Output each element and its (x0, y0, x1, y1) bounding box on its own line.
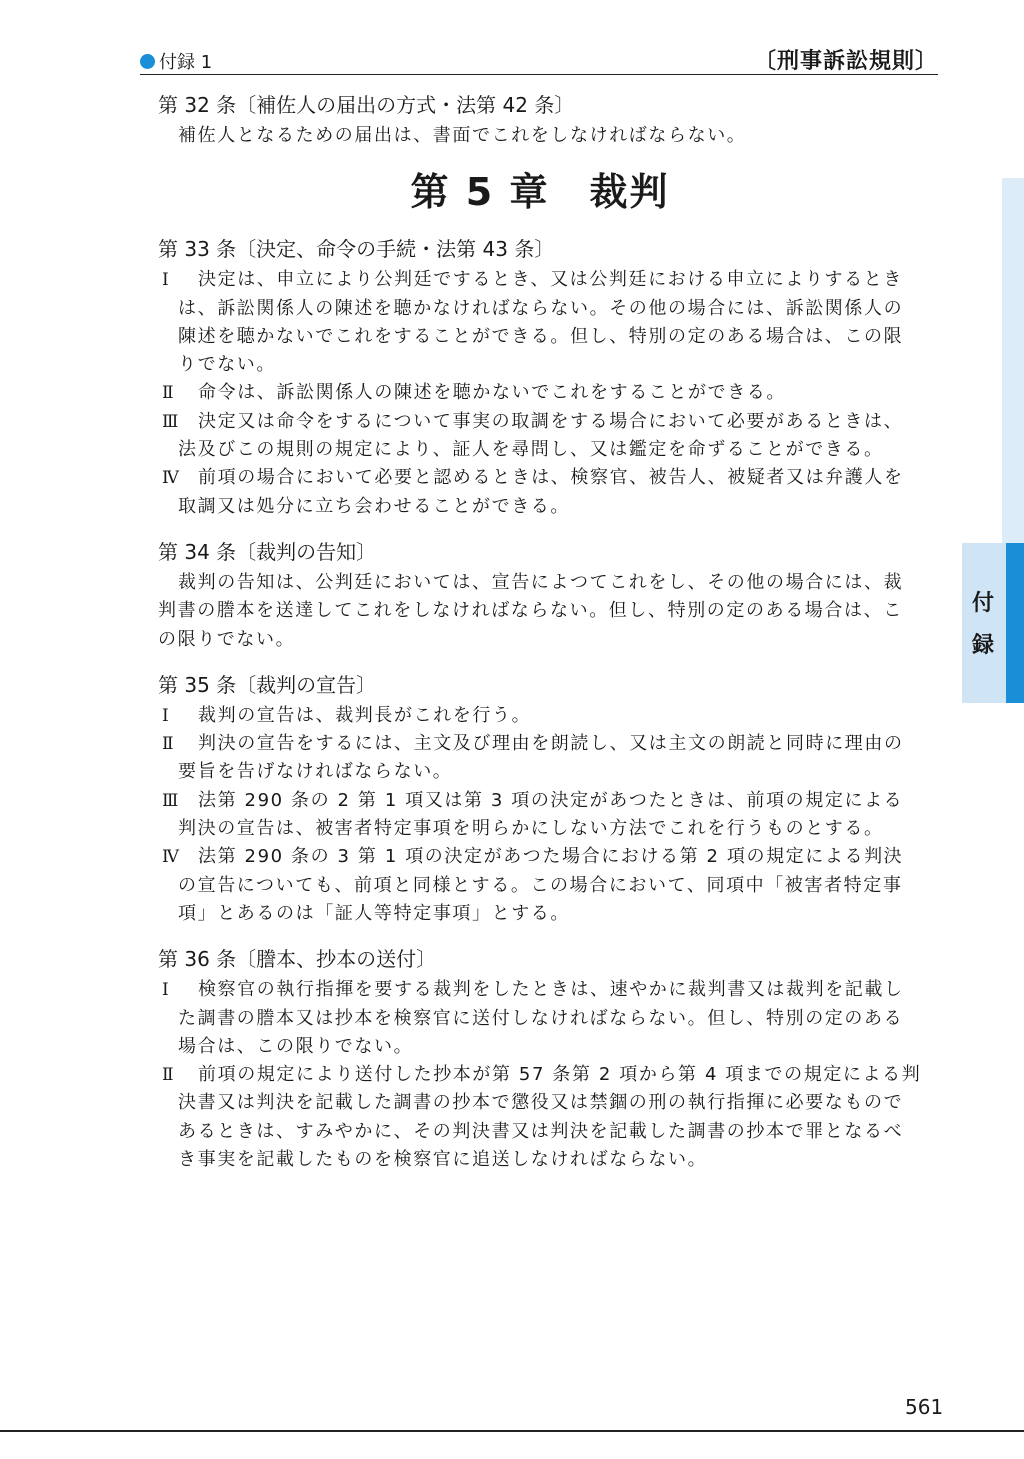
paragraph-number: Ⅳ (162, 468, 181, 489)
paragraph-number: Ⅲ (162, 411, 180, 432)
appendix-label (140, 48, 212, 74)
paragraph-text: 裁判の宣告は、裁判長がこれを行う。 (198, 704, 532, 726)
paragraph-item (158, 1061, 922, 1174)
paragraph-item (158, 787, 922, 844)
paragraph-text: 法第 290 条の 2 第 1 項又は第 3 項の決定があつたときは、前項の規定による判決の宣告は、被害者特定事項を明らかにしない方法でこれを行うものとする。 (178, 789, 904, 840)
paragraph-number: Ⅰ (162, 270, 171, 291)
article-34 (158, 537, 922, 654)
paragraph-item (158, 379, 922, 407)
paragraph-text: 前項の場合において必要と認めるときは、検察官、被告人、被疑者又は弁護人を取調又は処分に立ち会わせることができる。 (178, 467, 904, 517)
paragraph-text: 判決の宣告をするには、主文及び理由を朗読し、又は主文の朗読と同時に理由の要旨を告げなければならない。 (178, 733, 904, 783)
paragraph-number: Ⅱ (162, 383, 176, 404)
paragraph-list (158, 702, 922, 928)
paragraph-list (158, 976, 922, 1174)
appendix-side-tab (962, 543, 1024, 703)
paragraph-text: 法第 290 条の 3 第 1 項の決定があつた場合における第 2 項の規定による判決の宣告についても、前項と同様とする。この場合において、同項中「被害者特定事項」とあるのは「証人等特定事項」とする。 (178, 846, 904, 924)
bottom-rule (0, 1430, 1024, 1432)
article-33 (158, 234, 922, 521)
chapter-title: 第 5 章 裁判 (410, 170, 670, 215)
bullet-dot-icon (140, 54, 155, 69)
article-text: 裁判の告知は、公判廷においては、宣告によつてこれをし、その他の場合には、裁判書の謄本を送達してこれをしなければならない。但し、特別の定のある場合は、この限りでない。 (158, 571, 904, 650)
page-content (158, 90, 922, 1174)
paragraph-number: Ⅰ (162, 705, 171, 726)
article-32 (158, 90, 922, 150)
paragraph-text: 決定は、申立により公判廷でするとき、又は公判廷における申立によりするときは、訴訟関係人の陳述を聴かなければならない。その他の場合には、訴訟関係人の陳述を聴かないでこれをすることができる。但し、特別の定のある場合は、この限りでない。 (178, 269, 904, 376)
side-tab-label (968, 583, 998, 667)
article-title: 第 36 条〔謄本、抄本の送付〕 (158, 947, 437, 972)
article-title: 第 33 条〔決定、命令の手続・法第 43 条〕 (158, 237, 555, 262)
paragraph-item (158, 843, 922, 928)
paragraph-number: Ⅲ (162, 790, 180, 811)
paragraph-item (158, 976, 922, 1061)
paragraph-number: Ⅱ (162, 734, 176, 755)
paragraph-list (158, 266, 922, 521)
appendix-label-text: 付録 1 (159, 52, 213, 73)
paragraph-text: 命令は、訴訟関係人の陳述を聴かないでこれをすることができる。 (198, 382, 786, 404)
side-tab-char: 付 (971, 591, 994, 616)
paragraph-item (158, 702, 922, 730)
paragraph-number: Ⅱ (162, 1065, 176, 1086)
article-35 (158, 670, 922, 928)
paragraph-text: 検察官の執行指揮を要する裁判をしたときは、速やかに裁判書又は裁判を記載した調書の謄本又は抄本を検察官に送付しなければならない。但し、特別の定のある場合は、この限りでない。 (178, 979, 904, 1057)
side-tab-bar (1006, 543, 1024, 703)
paragraph-text: 決定又は命令をするについて事実の取調をする場合において必要があるときは、法及びこの規則の規定により、証人を尋問し、又は鑑定を命ずることができる。 (178, 410, 904, 461)
side-tab-char: 録 (971, 633, 994, 658)
article-text: 補佐人となるための届出は、書面でこれをしなければならない。 (178, 125, 747, 146)
page-number: 561 (905, 1395, 944, 1419)
paragraph-item (158, 266, 922, 379)
paragraph-text: 前項の規定により送付した抄本が第 57 条第 2 項から第 4 項までの規定による判決書又は判決を記載した調書の抄本で懲役又は禁錮の刑の執行指揮に必要なものであるときは、すみやかに、その判決書又は判決を記載した調書の抄本で罪となるべき事実を記載したものを検察官に追送しなければならない。 (178, 1064, 922, 1171)
article-title: 第 32 条〔補佐人の届出の方式・法第 42 条〕 (158, 93, 575, 117)
paragraph-item (158, 730, 922, 787)
paragraph-number: Ⅳ (162, 847, 181, 868)
paragraph-number: Ⅰ (162, 980, 171, 1001)
article-36 (158, 944, 922, 1174)
article-title: 第 35 条〔裁判の宣告〕 (158, 672, 377, 697)
paragraph-item (158, 408, 922, 465)
paragraph-item (158, 464, 922, 521)
running-header (140, 44, 938, 75)
article-title: 第 34 条〔裁判の告知〕 (158, 539, 377, 564)
law-name-label: 〔刑事訴訟規則〕 (753, 49, 938, 74)
